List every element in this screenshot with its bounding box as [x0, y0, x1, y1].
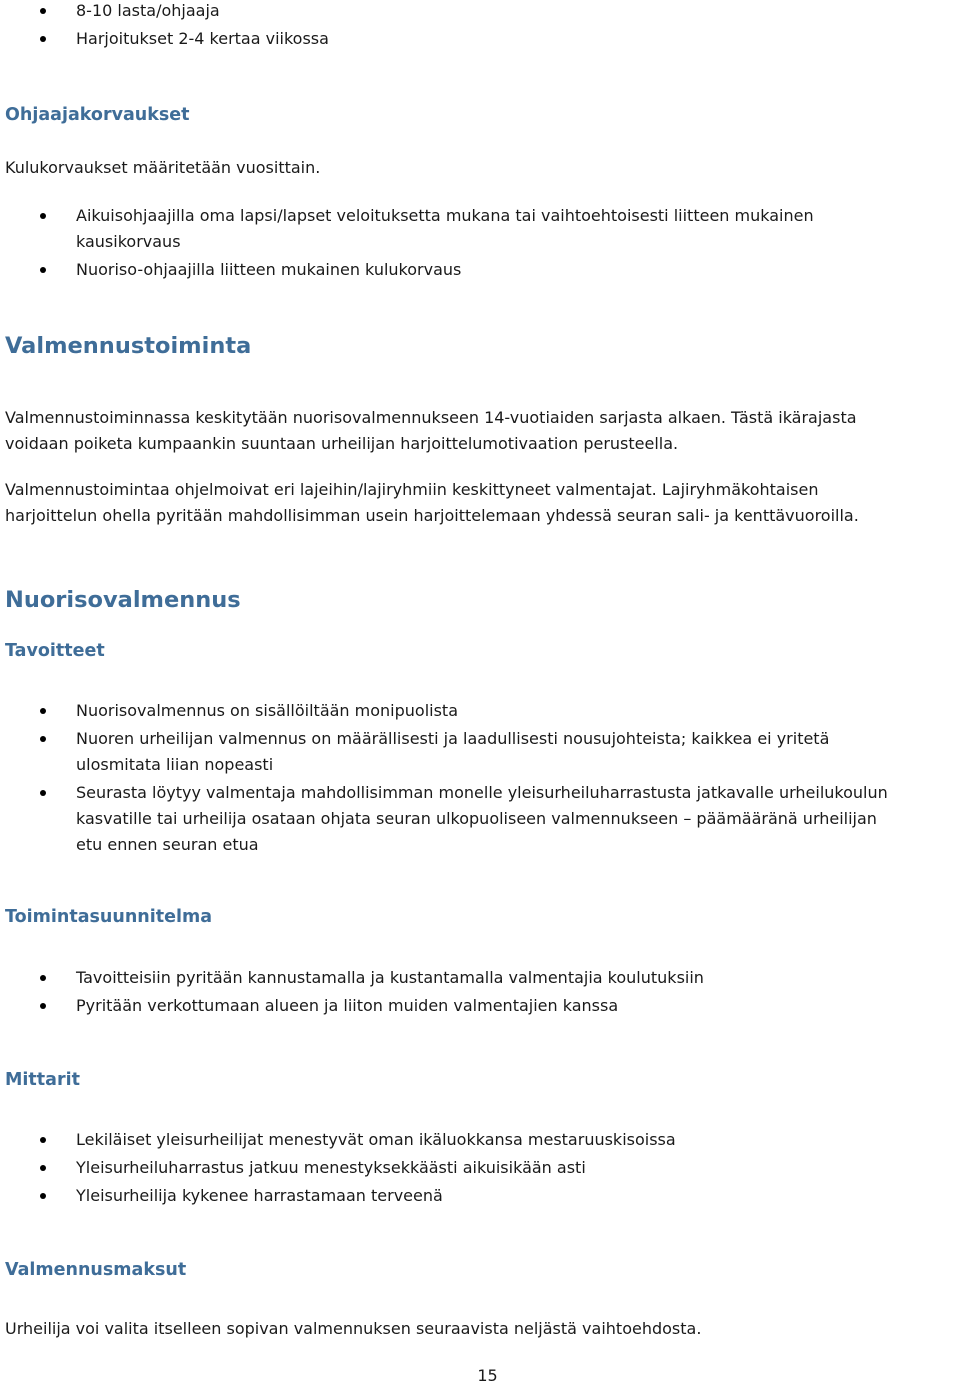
list-item: Seurasta löytyy valmentaja mahdollisimman monelle yleisurheiluharrastusta jatkavalle urheilukoulun kasvatille tai urheilija osataan ohjata seuran ulkopuoliseen valmennukseen – päämääränä urheilijan etu ennen seuran etua	[0, 780, 888, 858]
heading-mittarit: Mittarit	[5, 1070, 80, 1090]
heading-tavoitteet: Tavoitteet	[5, 641, 105, 661]
ohjaajakorvaukset-list	[0, 203, 814, 283]
list-item: Lekiläiset yleisurheilijat menestyvät oman ikäluokkansa mestaruuskisoissa	[0, 1127, 676, 1153]
list-item: Yleisurheiluharrastus jatkuu menestyksekkäästi aikuisikään asti	[0, 1155, 676, 1181]
valmennustoiminta-paragraph-1: Valmennustoiminnassa keskitytään nuorisovalmennukseen 14-vuotiaiden sarjasta alkaen. Tästä ikärajasta voidaan poiketa kumpaankin suuntaan urheilijan harjoittelumotivaation perusteella.	[5, 408, 857, 453]
heading-nuorisovalmennus: Nuorisovalmennus	[5, 587, 241, 613]
valmennustoiminta-paragraph-2: Valmennustoimintaa ohjelmoivat eri lajeihin/lajiryhmiin keskittyneet valmentajat. Lajiryhmäkohtaisen harjoittelun ohella pyritään mahdollisimman usein harjoittelemaan yhdessä seuran sali- ja kenttävuoroilla.	[5, 480, 859, 525]
toimintasuunnitelma-list	[0, 965, 704, 1019]
valmennusmaksut-text: Urheilija voi valita itselleen sopivan valmennuksen seuraavista neljästä vaihtoehdosta.	[5, 1319, 702, 1338]
list-item: Nuoren urheilijan valmennus on määrällisesti ja laadullisesti nousujohteista; kaikkea ei yritetä ulosmitata liian nopeasti	[0, 726, 888, 778]
tavoitteet-list	[0, 698, 888, 858]
heading-valmennustoiminta: Valmennustoiminta	[5, 333, 252, 359]
heading-valmennusmaksut: Valmennusmaksut	[5, 1260, 187, 1280]
list-item: Nuoriso-ohjaajilla liitteen mukainen kulukorvaus	[0, 257, 814, 283]
list-item: Tavoitteisiin pyritään kannustamalla ja kustantamalla valmentajia koulutuksiin	[0, 965, 704, 991]
list-item: 8-10 lasta/ohjaaja	[0, 0, 329, 24]
page-number: 15	[477, 1366, 498, 1385]
top-bullet-list	[0, 0, 329, 52]
mittarit-list	[0, 1127, 676, 1209]
list-item: Nuorisovalmennus on sisällöiltään monipuolista	[0, 698, 888, 724]
ohjaajakorvaukset-intro: Kulukorvaukset määritetään vuosittain.	[5, 158, 321, 177]
list-item: Aikuisohjaajilla oma lapsi/lapset veloituksetta mukana tai vaihtoehtoisesti liitteen mukainen kausikorvaus	[0, 203, 814, 255]
list-item: Yleisurheilija kykenee harrastamaan terveenä	[0, 1183, 676, 1209]
list-item: Harjoitukset 2-4 kertaa viikossa	[0, 26, 329, 52]
heading-ohjaajakorvaukset: Ohjaajakorvaukset	[5, 105, 190, 125]
list-item: Pyritään verkottumaan alueen ja liiton muiden valmentajien kanssa	[0, 993, 704, 1019]
heading-toimintasuunnitelma: Toimintasuunnitelma	[5, 907, 213, 927]
